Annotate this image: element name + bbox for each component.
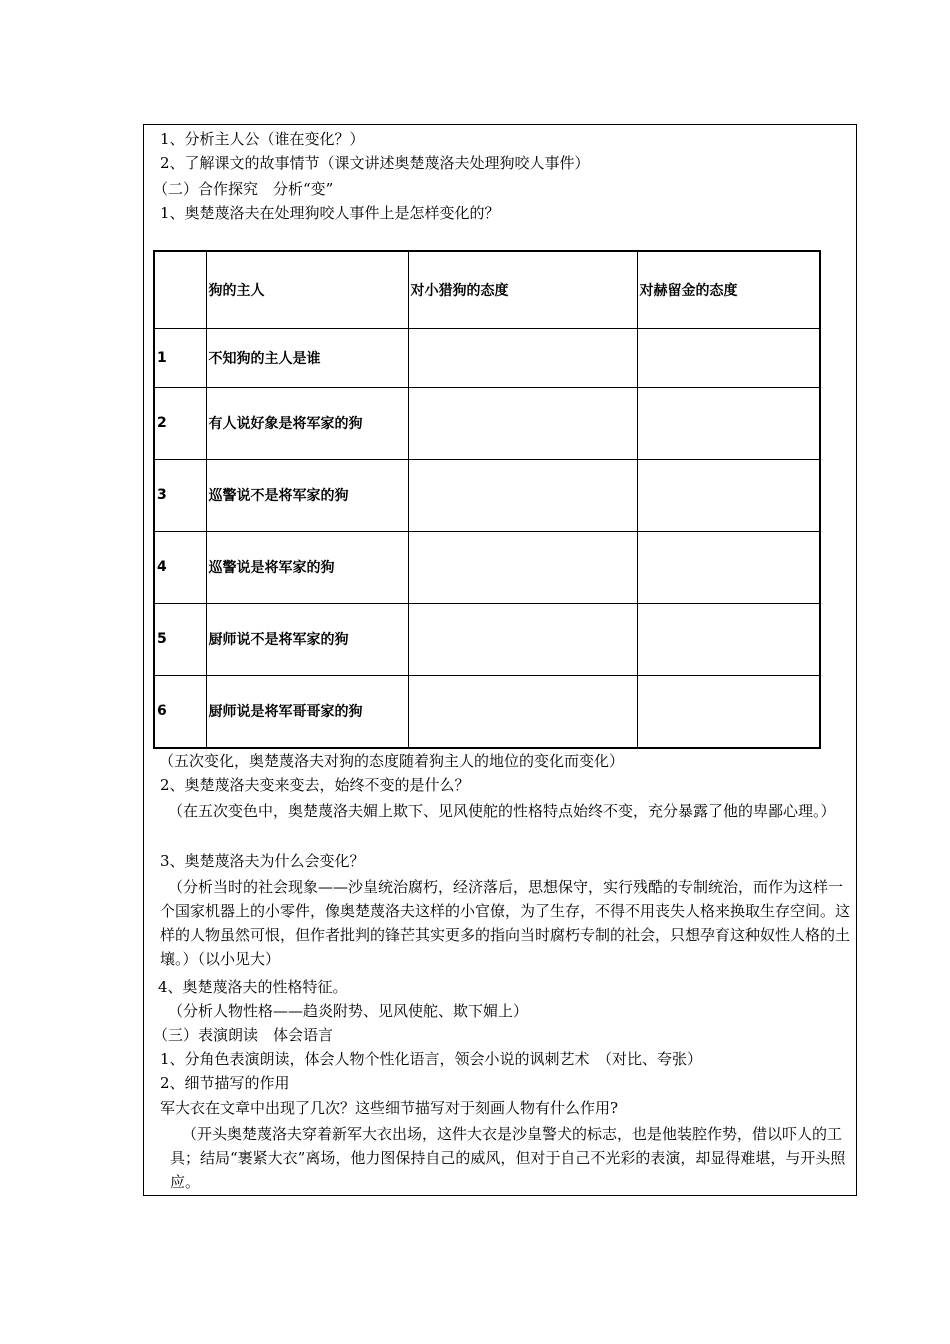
owner-cell: 厨师说不是将军家的狗 bbox=[206, 603, 408, 675]
answer-unchanged: （在五次变色中，奥楚蔑洛夫媚上欺下、见风使舵的性格特点始终不变，充分暴露了他的卑鄙心理。） bbox=[168, 802, 836, 820]
dog-attitude-cell bbox=[408, 328, 637, 387]
row-number: 2 bbox=[154, 387, 206, 459]
item-detail-description: 2、细节描写的作用 bbox=[160, 1074, 290, 1092]
table-row bbox=[154, 459, 820, 531]
change-table bbox=[153, 250, 821, 749]
row-number: 3 bbox=[154, 459, 206, 531]
answer-character: （分析人物性格——趋炎附势、见风使舵、欺下媚上） bbox=[168, 1002, 529, 1020]
answer-why-change: （分析当时的社会现象——沙皇统治腐朽，经济落后，思想保守，实行残酷的专制统治，而作为这样一个国家机器上的小零件，像奥楚蔑洛夫这样的小官僚，为了生存，不得不用丧失人格来换取生存空间。这样的人物虽然可恨，但作者批判的锋芒其实更多的指向当时腐朽专制的社会，只想孕育这种奴性人格的土壤。）（以小见大） bbox=[160, 878, 851, 968]
row-number: 4 bbox=[154, 531, 206, 603]
item-role-reading: 1、分角色表演朗读，体会人物个性化语言，领会小说的讽刺艺术 （对比、夸张） bbox=[160, 1050, 703, 1068]
question-coat: 军大衣在文章中出现了几次？这些细节描写对于刻画人物有什么作用? bbox=[160, 1099, 619, 1117]
row-number: 5 bbox=[154, 603, 206, 675]
row-number: 6 bbox=[154, 675, 206, 748]
table-row bbox=[154, 387, 820, 459]
question-how-change: 1、奥楚蔑洛夫在处理狗咬人事件上是怎样变化的？ bbox=[160, 204, 500, 222]
owner-cell: 不知狗的主人是谁 bbox=[206, 328, 408, 387]
table-header-cell: 对小猎狗的态度 bbox=[408, 251, 637, 328]
owner-cell: 厨师说是将军哥哥家的狗 bbox=[206, 675, 408, 748]
man-attitude-cell bbox=[637, 603, 820, 675]
man-attitude-cell bbox=[637, 531, 820, 603]
man-attitude-cell bbox=[637, 328, 820, 387]
question-character: 4、奥楚蔑洛夫的性格特征。 bbox=[158, 978, 348, 996]
question-why-change: 3、奥楚蔑洛夫为什么会变化？ bbox=[160, 852, 365, 870]
table-header-cell: 对赫留金的态度 bbox=[637, 251, 820, 328]
owner-cell: 巡警说是将军家的狗 bbox=[206, 531, 408, 603]
dog-attitude-cell bbox=[408, 387, 637, 459]
item-analyze-protagonist: 1、分析主人公（谁在变化？） bbox=[160, 130, 365, 148]
table-header-cell: 狗的主人 bbox=[206, 251, 408, 328]
dog-attitude-cell bbox=[408, 675, 637, 748]
table-header-row bbox=[154, 251, 820, 328]
section-heading-reading: （三）表演朗读 体会语言 bbox=[153, 1026, 334, 1044]
dog-attitude-cell bbox=[408, 531, 637, 603]
dog-attitude-cell bbox=[408, 459, 637, 531]
man-attitude-cell bbox=[637, 675, 820, 748]
row-number: 1 bbox=[154, 328, 206, 387]
man-attitude-cell bbox=[637, 459, 820, 531]
section-heading-explore: （二）合作探究 分析“变” bbox=[153, 180, 334, 198]
table-row bbox=[154, 328, 820, 387]
table-row bbox=[154, 603, 820, 675]
item-story-plot: 2、了解课文的故事情节（课文讲述奥楚蔑洛夫处理狗咬人事件） bbox=[160, 154, 590, 172]
question-unchanged: 2、奥楚蔑洛夫变来变去，始终不变的是什么？ bbox=[160, 776, 470, 794]
table-header-cell bbox=[154, 251, 206, 328]
owner-cell: 巡警说不是将军家的狗 bbox=[206, 459, 408, 531]
five-changes-note: （五次变化，奥楚蔑洛夫对狗的态度随着狗主人的地位的变化而变化） bbox=[159, 752, 625, 770]
table-row bbox=[154, 531, 820, 603]
man-attitude-cell bbox=[637, 387, 820, 459]
owner-cell: 有人说好象是将军家的狗 bbox=[206, 387, 408, 459]
table-row bbox=[154, 675, 820, 748]
answer-coat: （开头奥楚蔑洛夫穿着新军大衣出场，这件大衣是沙皇警犬的标志，也是他装腔作势，借以吓人的工具；结局“裹紧大衣”离场，他力图保持自己的威风，但对于自己不光彩的表演，却显得难堪，与开头照应。 bbox=[170, 1125, 846, 1191]
dog-attitude-cell bbox=[408, 603, 637, 675]
